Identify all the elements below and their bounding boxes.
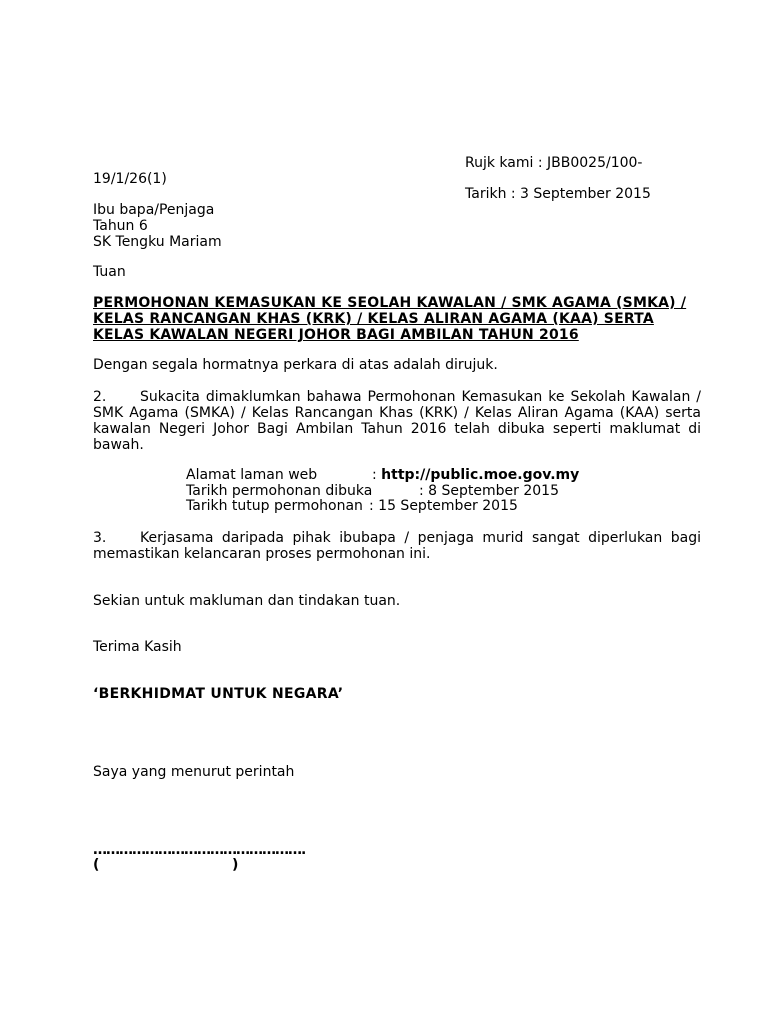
paragraph-2-number: 2. (93, 389, 107, 405)
paragraph-3-text: Kerjasama daripada pihak ibubapa / penjaga murid sangat diperlukan bagi memastikan kelancaran proses permohonan ini. (93, 530, 701, 562)
salutation: Tuan (93, 264, 126, 280)
reference-number-line1: Rujk kami : JBB0025/100- (465, 155, 643, 171)
reference-number-line2: 19/1/26(1) (93, 171, 167, 187)
letter-subject (93, 295, 713, 343)
detail-row-web (186, 467, 579, 483)
paragraph-3-number: 3. (93, 530, 107, 546)
close-date-label: Tarikh tutup permohonan (186, 498, 363, 514)
motto-line: ‘BERKHIDMAT UNTUK NEGARA’ (93, 686, 344, 702)
subject-line1: PERMOHONAN KEMASUKAN KE SEOLAH KAWALAN / SMK AGAMA (SMKA) / (93, 295, 687, 311)
subject-line2: KELAS RANCANGAN KHAS (KRK) / KELAS ALIRAN AGAMA (KAA) SERTA (93, 311, 654, 327)
paragraph-2-text: Sukacita dimaklumkan bahawa Permohonan Kemasukan ke Sekolah Kawalan / SMK Agama (SMKA) / Kelas Rancangan Khas (KRK) / Kelas Aliran Agama (KAA) serta kawalan Negeri Johor Bagi Ambilan Tahun 2016 telah dibuka seperti maklumat di bawah. (93, 389, 701, 453)
signature-dotted-line: …………………………………………. (93, 842, 306, 858)
paragraph-2 (93, 389, 701, 453)
name-close-paren: ) (232, 857, 239, 873)
recipient-line1: Ibu bapa/Penjaga (93, 202, 215, 218)
open-date-label: Tarikh permohonan dibuka (186, 483, 373, 499)
web-address-label: Alamat laman web (186, 467, 318, 483)
detail-row-open-date (186, 483, 559, 499)
web-address-link[interactable]: http://public.moe.gov.my (381, 467, 580, 483)
obedient-line: Saya yang menurut perintah (93, 764, 295, 780)
web-address-separator: : (372, 467, 377, 483)
detail-row-close-date (186, 498, 518, 514)
closing-line: Sekian untuk makluman dan tindakan tuan. (93, 593, 401, 609)
open-date-value: : 8 September 2015 (419, 483, 559, 499)
letter-date: Tarikh : 3 September 2015 (465, 186, 651, 202)
intro-paragraph: Dengan segala hormatnya perkara di atas adalah dirujuk. (93, 357, 498, 373)
recipient-line2: Tahun 6 (93, 218, 148, 234)
name-open-paren: ( (93, 857, 100, 873)
thanks-line: Terima Kasih (93, 639, 182, 655)
paragraph-3 (93, 530, 701, 562)
recipient-line3: SK Tengku Mariam (93, 234, 222, 250)
subject-line3: KELAS KAWALAN NEGERI JOHOR BAGI AMBILAN TAHUN 2016 (93, 327, 579, 343)
close-date-value: : 15 September 2015 (369, 498, 518, 514)
